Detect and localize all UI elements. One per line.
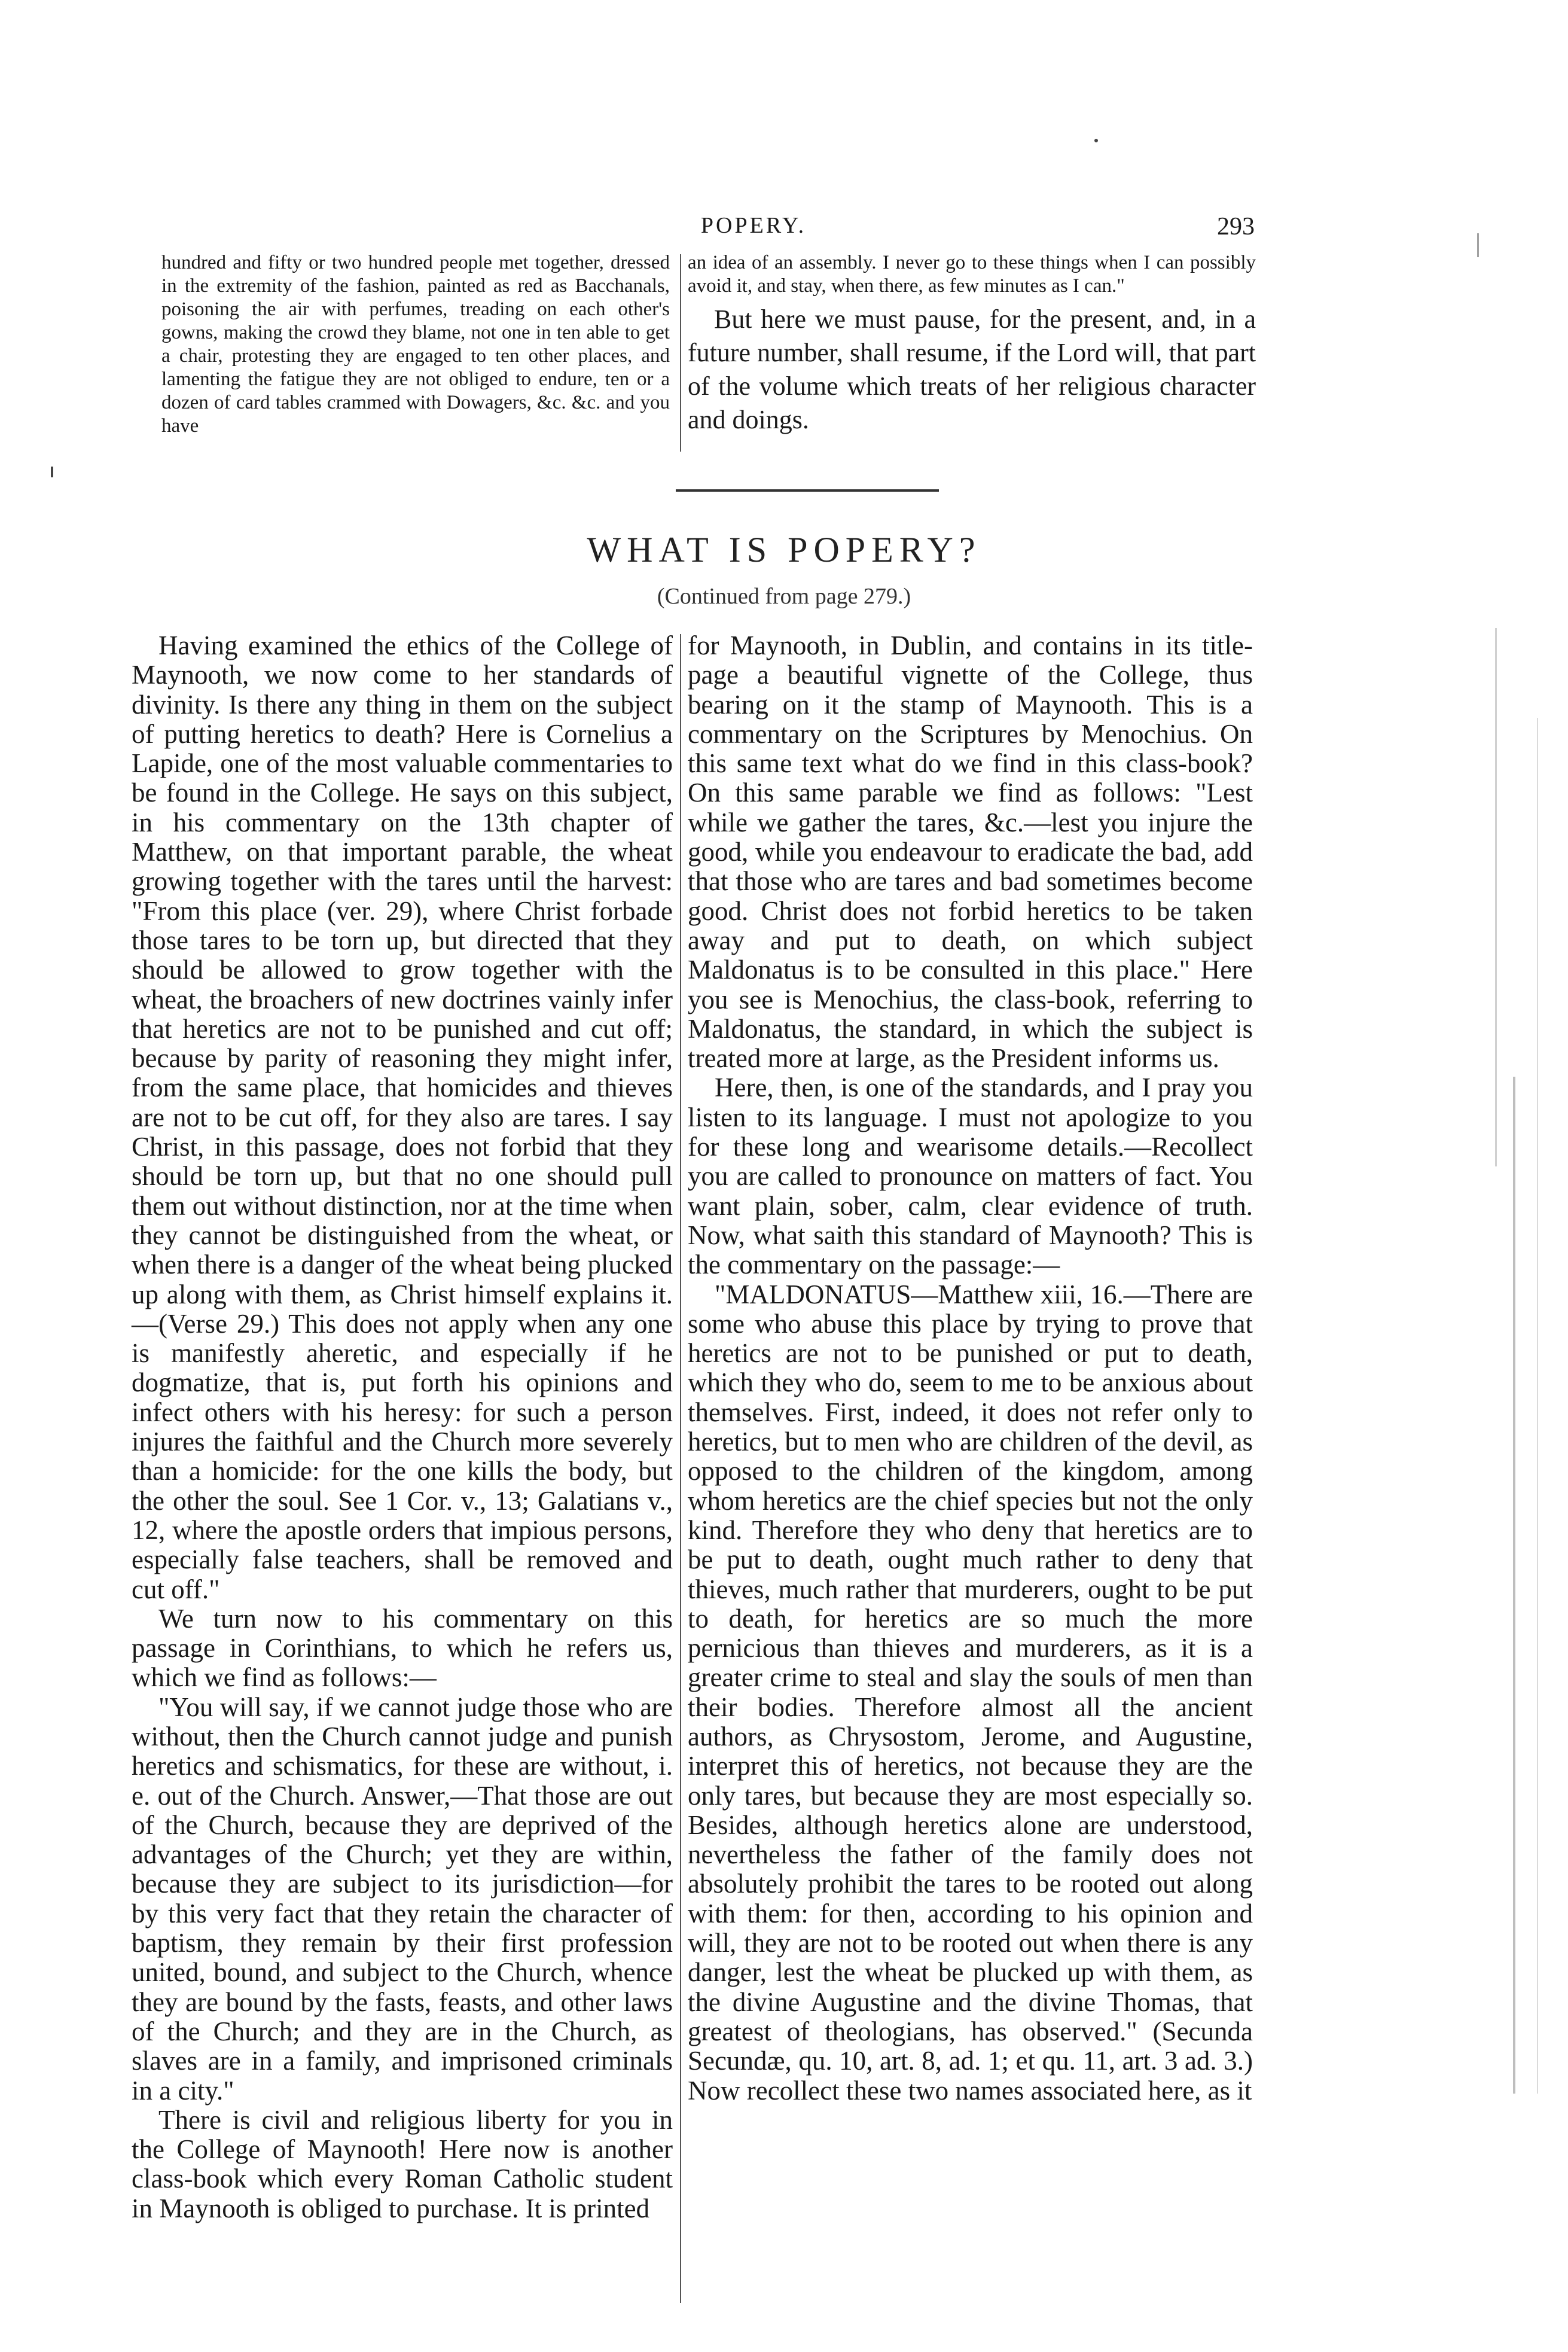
top-right-column [688,251,1256,437]
scan-speck [1537,718,1538,2094]
scan-speck [1513,1077,1515,2094]
top-right-quote: an idea of an assembly. I never go to these things when I can possibly avoid it, and stay, when there, as few minutes as I can." [688,252,1256,297]
right-paragraph-2: Here, then, is one of the standards, and I pray you listen to its language. I must not apologize to you for these long and wearisome details.—Recollect you are called to pronounce on matters of fact. You want plain, sober, calm, clear evidence of truth. Now, what saith this standard of Maynooth? This is the commentary on the passage:— [688,1073,1253,1280]
left-paragraph-1: Having examined the ethics of the College of Maynooth, we now come to her standards of divinity. Is there any thing in them on the subject of putting heretics to death? Here is Cornelius a Lapide, one of the most valuable commentaries to be found in the College. He says on this subject, in his commentary on the 13th chapter of Matthew, on that important parable, the wheat growing together with the tares until the harvest: "From this place (ver. 29), where Christ forbade those tares to be torn up, but directed that they should be allowed to grow together with the wheat, the broachers of new doctrines vainly infer that heretics are not to be punished and cut off; because by parity of reasoning they might infer, from the same place, that homicides and thieves are not to be cut off, for they also are tares. I say Christ, in this passage, does not forbid that they should be torn up, but that no one should pull them out without distinction, nor at the time when they cannot be distinguished from the wheat, or when there is a danger of the wheat being plucked up along with them, as Christ himself explains it.—(Verse 29.) This does not apply when any one is manifestly aheretic, and especially if he dogmatize, that is, put forth his opinions and infect others with his heresy: for such a person injures the faithful and the Church more severely than a homicide: for the one kills the body, but the other the soul. See 1 Cor. v., 13; Galatians v., 12, where the apostle orders that impious persons, especially false teachers, shall be removed and cut off." [132,630,673,1604]
running-title: POPERY. [700,213,807,238]
scan-speck [1495,628,1497,1166]
scan-speck [51,467,53,477]
page-header [0,212,1568,248]
page-number: 293 [1217,213,1255,240]
body-right-column [688,631,1253,2106]
body-left-column [132,631,673,2223]
right-paragraph-3: "MALDONATUS—Matthew xiii, 16.—There are some who abuse this place by trying to prove that heretics are not to be punished or put to death, which they who do, seem to me to be anxious about themselves. First, indeed, it does not refer only to heretics, but to men who are children of the devil, as opposed to the children of the kingdom, among whom heretics are the chief species but not the only kind. Therefore they who deny that heretics are to be put to death, ought much rather to deny that thieves, much rather that murderers, ought to be put to death, for heretics are so much the more pernicious than thieves and murderers, as it is a greater crime to steal and slay the souls of men than their bodies. Therefore almost all the ancient authors, as Chrysostom, Jerome, and Augustine, interpret this of heretics, not because they are the only tares, but because they are most especially so. Besides, although heretics alone are understood, nevertheless the father of the family does not absolutely prohibit the tares to be rooted out along with them: for then, according to his opinion and will, they are not to be rooted out when there is any danger, lest the wheat be plucked up with them, as the divine Augustine and the divine Thomas, that greatest of theologians, has observed." (Secunda Secundæ, qu. 10, art. 8, ad. 1; et qu. 11, art. 3 ad. 3.) Now recollect these two names associated here, as it [688,1279,1253,2106]
left-paragraph-3: "You will say, if we cannot judge those who are without, then the Church cannot judge and punish heretics and schismatics, for these are without, i. e. out of the Church. Answer,—That those are out of the Church, because they are deprived of the advantages of the Church; yet they are within, because they are subject to its jurisdiction—for by this very fact that they retain the character of baptism, they remain by their first profession united, bound, and subject to the Church, whence they are bound by the fasts, feasts, and other laws of the Church; and they are in the Church, as slaves are in a family, and imprisoned criminals in a city." [132,1692,673,2106]
article-subtitle: (Continued from page 279.) [657,584,911,609]
scan-speck [1094,139,1098,142]
right-paragraph-1: for Maynooth, in Dublin, and contains in its title-page a beautiful vignette of the College, thus bearing on it the stamp of Maynooth. This is a commentary on the Scriptures by Menochius. On this same text what do we find in this class-book? On this same parable we find as follows: "Lest while we gather the tares, &c.—lest you injure the good, while you endeavour to eradicate the bad, add that those who are tares and bad sometimes become good. Christ does not forbid heretics to be taken away and put to death, on which subject Maldonatus is to be consulted in this place." Here you see is Menochius, the class-book, referring to Maldonatus, the standard, in which the subject is treated more at large, as the President informs us. [688,630,1253,1074]
left-paragraph-2: We turn now to his commentary on this passage in Corinthians, to which he refers us, which we find as follows:— [132,1603,673,1693]
left-paragraph-4: There is civil and religious liberty for you in the College of Maynooth! Here now is another class-book which every Roman Catholic student in Maynooth is obliged to purchase. It is printed [132,2104,673,2223]
article-title: WHAT IS POPERY? [587,530,981,569]
body-column-divider [680,634,681,2303]
top-right-closing: But here we must pause, for the present, and, in a future number, shall resume, if the Lord will, that part of the volume which treats of her religious character and doings. [688,304,1256,434]
section-rule [676,489,939,492]
top-left-column [161,251,670,438]
scan-speck [1477,233,1479,257]
top-column-divider [680,254,681,452]
top-left-paragraph: hundred and fifty or two hundred people met together, dressed in the extremity of the fashion, painted as red as Bacchanals, poisoning the air with perfumes, treading on each other's gowns, making the crowd they blame, not one in ten able to get a chair, protesting they are engaged to ten other places, and lamenting the fatigue they are not obliged to endure, ten or a dozen of card tables crammed with Dowagers, &c. &c. and you have [161,252,670,437]
